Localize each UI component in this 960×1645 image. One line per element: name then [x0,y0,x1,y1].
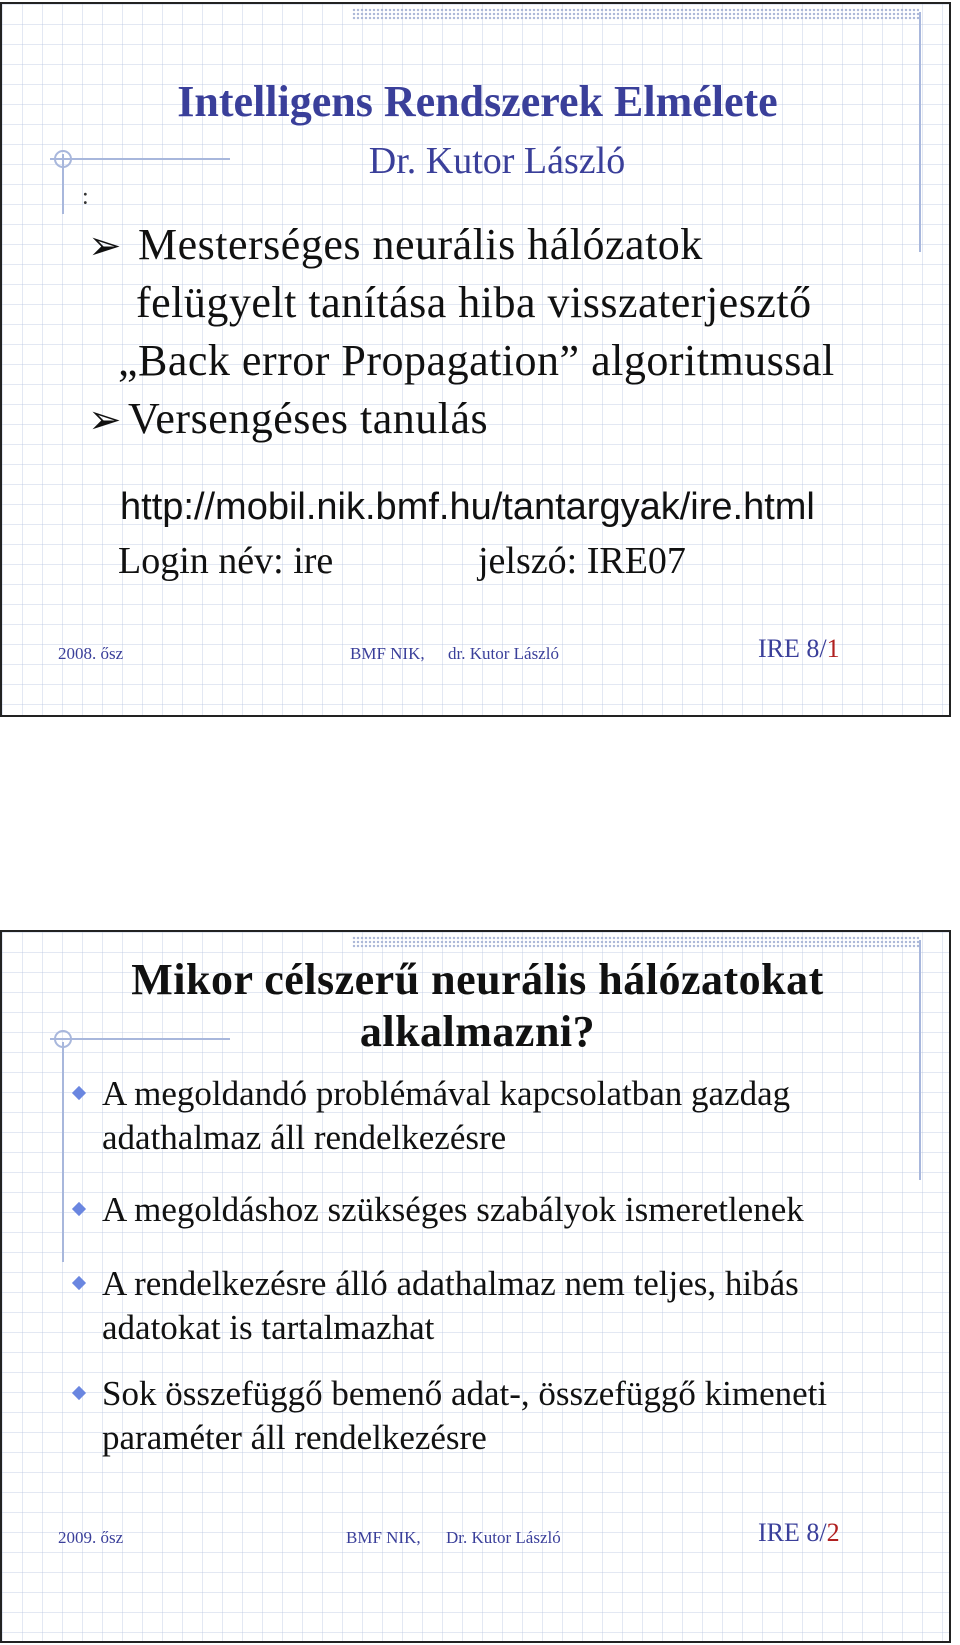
slide-title [2,954,951,1058]
password-label: jelszó: IRE07 [478,540,686,582]
arrow-bullet-icon: ➢ [88,223,123,268]
footer-date: 2008. ősz [58,644,124,663]
bullet-text-continuation: adatokat is tartalmazhat [102,1308,435,1347]
login-label: Login név: ire [118,540,334,582]
bullet-text-continuation: paraméter áll rendelkezésre [102,1418,487,1457]
arrow-bullet-icon: ➢ [88,397,123,442]
diamond-bullet-icon [72,1386,86,1400]
bullet-text: A megoldáshoz szükséges szabályok ismeretlenek [102,1190,804,1229]
bullet-text: A megoldandó problémával kapcsolatban gazdag [102,1074,791,1113]
slide-title-line: Mikor célszerű neurális hálózatokat [131,955,824,1004]
page-prefix: IRE 8/ [758,634,827,663]
footer-institution: BMF NIK, [346,1528,421,1547]
diamond-bullet-icon [72,1276,86,1290]
diamond-bullet-icon [72,1086,86,1100]
page-number: 1 [826,634,840,663]
list-item [88,216,703,275]
list-item [88,390,488,449]
slide-2 [0,930,951,1643]
course-url: http://mobil.nik.bmf.hu/tantargyak/ire.html [120,486,815,528]
list-item-continuation: felügyelt tanítása hiba visszaterjesztő [136,278,812,327]
decorative-dot-band [352,8,919,20]
bullet-text: A rendelkezésre álló adathalmaz nem teljes, hibás [102,1264,799,1303]
bullet-text-continuation: adathalmaz áll rendelkezésre [102,1118,507,1157]
list-item-text: Mesterséges neurális hálózatok [138,220,703,269]
slide-title: Intelligens Rendszerek Elmélete [177,77,778,126]
slide-title-line: alkalmazni? [359,1007,596,1056]
list-item-continuation: „Back error Propagation” algoritmussal [118,336,835,385]
page-prefix: IRE 8/ [758,1518,827,1547]
bullet-text: Sok összefüggő bemenő adat-, összefüggő kimeneti [102,1374,828,1413]
page-number: 2 [826,1518,840,1547]
footer-author: dr. Kutor László [448,644,559,663]
footer-institution: BMF NIK, [350,644,425,663]
decorative-dot-band [352,936,919,948]
list-item-text: Versengéses tanulás [128,394,489,443]
decorative-left-line [62,1042,64,1262]
slide-subtitle: Dr. Kutor László [368,140,626,182]
decorative-right-line [919,12,921,252]
footer-page-number [758,634,840,664]
footer-author: Dr. Kutor László [446,1528,561,1547]
colon-mark: : [82,184,89,210]
footer-date: 2009. ősz [58,1528,124,1547]
footer-page-number [758,1518,840,1548]
slide-1 [0,2,951,717]
diamond-bullet-icon [72,1202,86,1216]
